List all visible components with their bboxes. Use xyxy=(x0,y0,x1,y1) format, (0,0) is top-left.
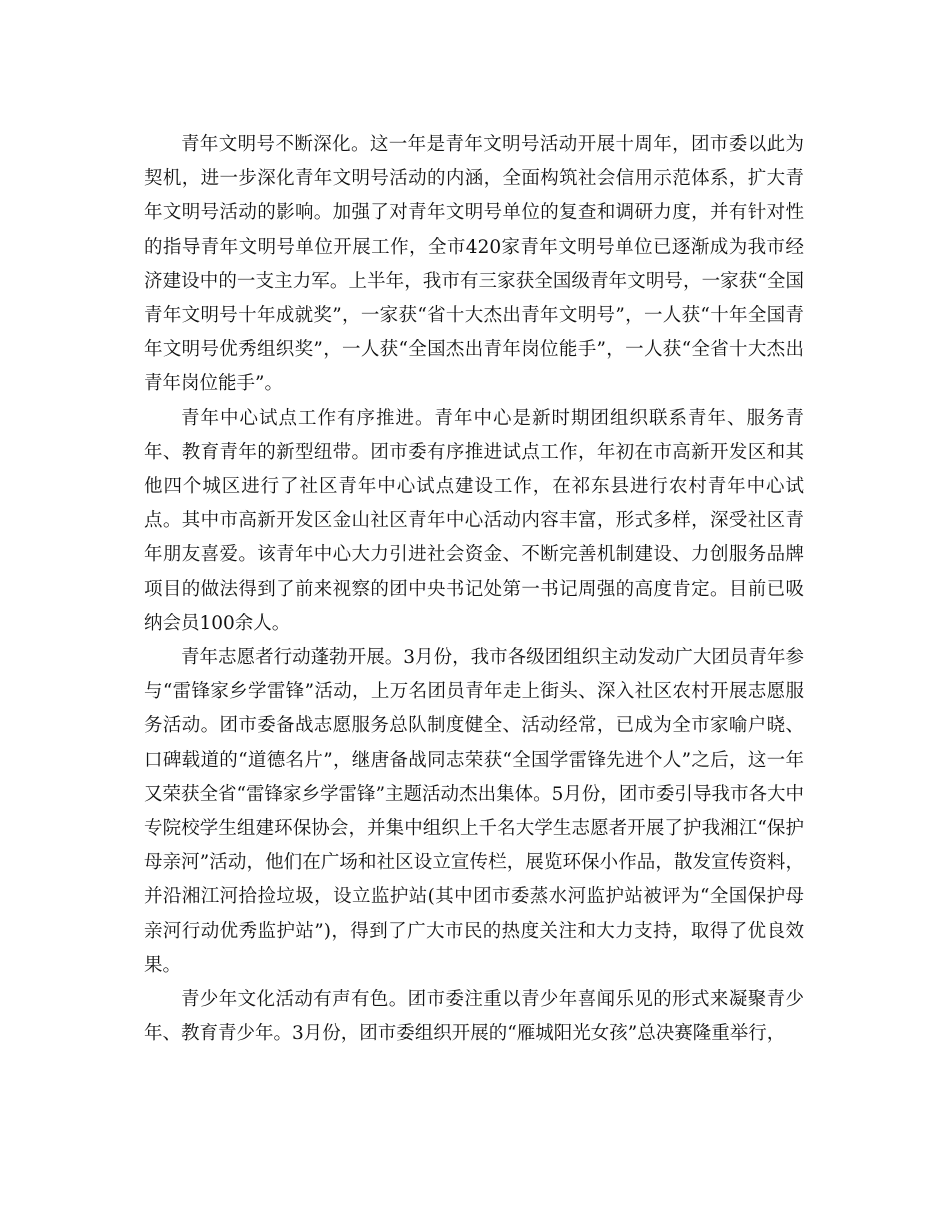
paragraph-youth-culture: 青少年文化活动有声有色。团市委注重以青少年喜闻乐见的形式来凝聚青少年、教育青少年。3月份，团市委组织开展的“雁城阳光女孩”总决赛隆重举行， xyxy=(144,989,804,1045)
document-body xyxy=(144,128,804,1051)
paragraph-youth-civilization: 青年文明号不断深化。这一年是青年文明号活动开展十周年，团市委以此为契机，进一步深化青年文明号活动的内涵，全面构筑社会信用示范体系，扩大青年文明号活动的影响。加强了对青年文明号单位的复查和调研力度，并有针对性的指导青年文明号单位开展工作，全市420家青年文明号单位已逐渐成为我市经济建设中的一支主力军。上半年，我市有三家获全国级青年文明号，一家获“全国青年文明号十年成就奖”，一家获“省十大杰出青年文明号”，一人获“十年全国青年文明号优秀组织奖”，一人获“全国杰出青年岗位能手”，一人获“全省十大杰出青年岗位能手”。 xyxy=(144,134,804,395)
paragraph-youth-center: 青年中心试点工作有序推进。青年中心是新时期团组织联系青年、服务青年、教育青年的新型纽带。团市委有序推进试点工作，年初在市高新开发区和其他四个城区进行了社区青年中心试点建设工作，在祁东县进行农村青年中心试点。其中市高新开发区金山社区青年中心活动内容丰富，形式多样，深受社区青年朋友喜爱。该青年中心大力引进社会资金、不断完善机制建设、力创服务品牌项目的做法得到了前来视察的团中央书记处第一书记周强的高度肯定。目前已吸纳会员100余人。 xyxy=(144,407,804,634)
paragraph-youth-volunteer: 青年志愿者行动蓬勃开展。3月份，我市各级团组织主动发动广大团员青年参与“雷锋家乡学雷锋”活动，上万名团员青年走上街头、深入社区农村开展志愿服务活动。团市委备战志愿服务总队制度健全、活动经常，已成为全市家喻户晓、口碑载道的“道德名片”，继唐备战同志荣获“全国学雷锋先进个人”之后，这一年又荣获全省“雷锋家乡学雷锋”主题活动杰出集体。5月份，团市委引导我市各大中专院校学生组建环保协会，并集中组织上千名大学生志愿者开展了护我湘江“保护母亲河”活动，他们在广场和社区设立宣传栏，展览环保小作品，散发宣传资料，并沿湘江河拾捡垃圾，设立监护站(其中团市委蒸水河监护站被评为“全国保护母亲河行动优秀监护站”)，得到了广大市民的热度关注和大力支持，取得了优良效果。 xyxy=(144,647,804,976)
